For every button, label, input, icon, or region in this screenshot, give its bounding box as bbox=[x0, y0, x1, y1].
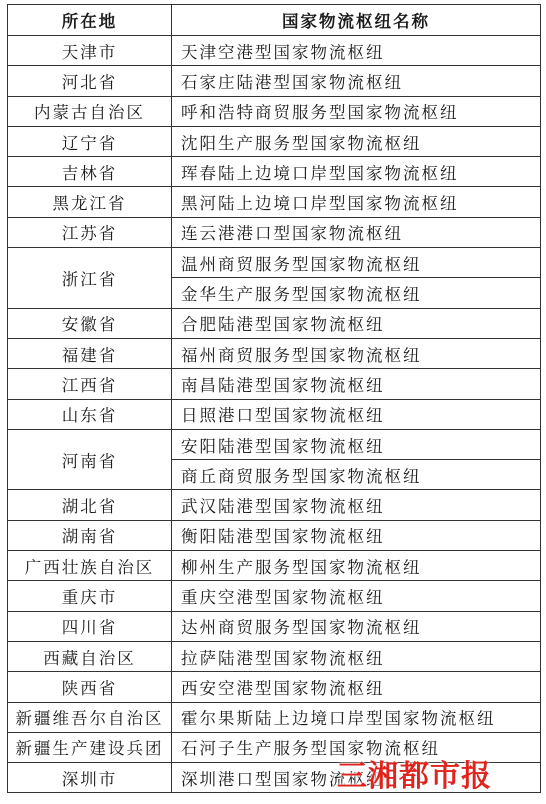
table-row bbox=[8, 248, 541, 278]
province-cell: 天津市 bbox=[8, 36, 172, 66]
province-cell: 黑龙江省 bbox=[8, 187, 172, 217]
header-hub-name: 国家物流枢纽名称 bbox=[172, 5, 541, 36]
hub-name-cell: 金华生产服务型国家物流枢纽 bbox=[172, 278, 541, 308]
hub-name-cell: 合肥陆港型国家物流枢纽 bbox=[172, 308, 541, 338]
table-row bbox=[8, 36, 541, 66]
province-cell: 河北省 bbox=[8, 66, 172, 96]
table-row bbox=[8, 96, 541, 126]
hub-name-cell: 重庆空港型国家物流枢纽 bbox=[172, 581, 541, 611]
table-row bbox=[8, 611, 541, 641]
table-row bbox=[8, 490, 541, 520]
province-cell: 四川省 bbox=[8, 611, 172, 641]
newspaper-watermark-logo: 三湘都市报 bbox=[337, 759, 492, 794]
table-header-row bbox=[8, 5, 541, 36]
table-row bbox=[8, 702, 541, 732]
table-row bbox=[8, 66, 541, 96]
province-cell: 新疆维吾尔自治区 bbox=[8, 702, 172, 732]
province-cell: 江苏省 bbox=[8, 217, 172, 247]
hub-name-cell: 武汉陆港型国家物流枢纽 bbox=[172, 490, 541, 520]
table-row bbox=[8, 672, 541, 702]
hub-name-cell: 连云港港口型国家物流枢纽 bbox=[172, 217, 541, 247]
province-cell: 陕西省 bbox=[8, 672, 172, 702]
table-row bbox=[8, 520, 541, 550]
hub-name-cell: 衡阳陆港型国家物流枢纽 bbox=[172, 520, 541, 550]
hub-name-cell: 石家庄陆港型国家物流枢纽 bbox=[172, 66, 541, 96]
table-row bbox=[8, 308, 541, 338]
province-cell: 西藏自治区 bbox=[8, 641, 172, 671]
hub-name-cell: 安阳陆港型国家物流枢纽 bbox=[172, 429, 541, 459]
table-row bbox=[8, 369, 541, 399]
table-row bbox=[8, 641, 541, 671]
province-cell: 河南省 bbox=[8, 429, 172, 490]
table-row bbox=[8, 217, 541, 247]
province-cell: 吉林省 bbox=[8, 157, 172, 187]
header-province: 所在地 bbox=[8, 5, 172, 36]
hub-name-cell: 福州商贸服务型国家物流枢纽 bbox=[172, 338, 541, 368]
hub-name-cell: 石河子生产服务型国家物流枢纽 bbox=[172, 732, 541, 762]
table-row bbox=[8, 581, 541, 611]
province-cell: 广西壮族自治区 bbox=[8, 551, 172, 581]
table-row bbox=[8, 126, 541, 156]
province-cell: 福建省 bbox=[8, 338, 172, 368]
province-cell: 重庆市 bbox=[8, 581, 172, 611]
table-row bbox=[8, 399, 541, 429]
province-cell: 深圳市 bbox=[8, 763, 172, 793]
hub-name-cell: 深圳港口型国家物流枢纽 bbox=[172, 763, 541, 793]
hub-name-cell: 温州商贸服务型国家物流枢纽 bbox=[172, 248, 541, 278]
hub-name-cell: 达州商贸服务型国家物流枢纽 bbox=[172, 611, 541, 641]
province-cell: 湖北省 bbox=[8, 490, 172, 520]
hub-name-cell: 柳州生产服务型国家物流枢纽 bbox=[172, 551, 541, 581]
hub-name-cell: 南昌陆港型国家物流枢纽 bbox=[172, 369, 541, 399]
table-row bbox=[8, 157, 541, 187]
table-row bbox=[8, 187, 541, 217]
hub-name-cell: 沈阳生产服务型国家物流枢纽 bbox=[172, 126, 541, 156]
hub-name-cell: 珲春陆上边境口岸型国家物流枢纽 bbox=[172, 157, 541, 187]
province-cell: 新疆生产建设兵团 bbox=[8, 732, 172, 762]
province-cell: 安徽省 bbox=[8, 308, 172, 338]
hub-name-cell: 黑河陆上边境口岸型国家物流枢纽 bbox=[172, 187, 541, 217]
hub-name-cell: 霍尔果斯陆上边境口岸型国家物流枢纽 bbox=[172, 702, 541, 732]
province-cell: 山东省 bbox=[8, 399, 172, 429]
hub-name-cell: 日照港口型国家物流枢纽 bbox=[172, 399, 541, 429]
hub-name-cell: 天津空港型国家物流枢纽 bbox=[172, 36, 541, 66]
logistics-hub-table bbox=[7, 4, 541, 793]
province-cell: 内蒙古自治区 bbox=[8, 96, 172, 126]
table-body bbox=[8, 36, 541, 793]
hub-name-cell: 西安空港型国家物流枢纽 bbox=[172, 672, 541, 702]
province-cell: 浙江省 bbox=[8, 248, 172, 309]
hub-name-cell: 商丘商贸服务型国家物流枢纽 bbox=[172, 460, 541, 490]
table-row bbox=[8, 551, 541, 581]
province-cell: 湖南省 bbox=[8, 520, 172, 550]
province-cell: 辽宁省 bbox=[8, 126, 172, 156]
province-cell: 江西省 bbox=[8, 369, 172, 399]
hub-name-cell: 呼和浩特商贸服务型国家物流枢纽 bbox=[172, 96, 541, 126]
hub-name-cell: 拉萨陆港型国家物流枢纽 bbox=[172, 641, 541, 671]
table-row bbox=[8, 429, 541, 459]
table-row bbox=[8, 338, 541, 368]
